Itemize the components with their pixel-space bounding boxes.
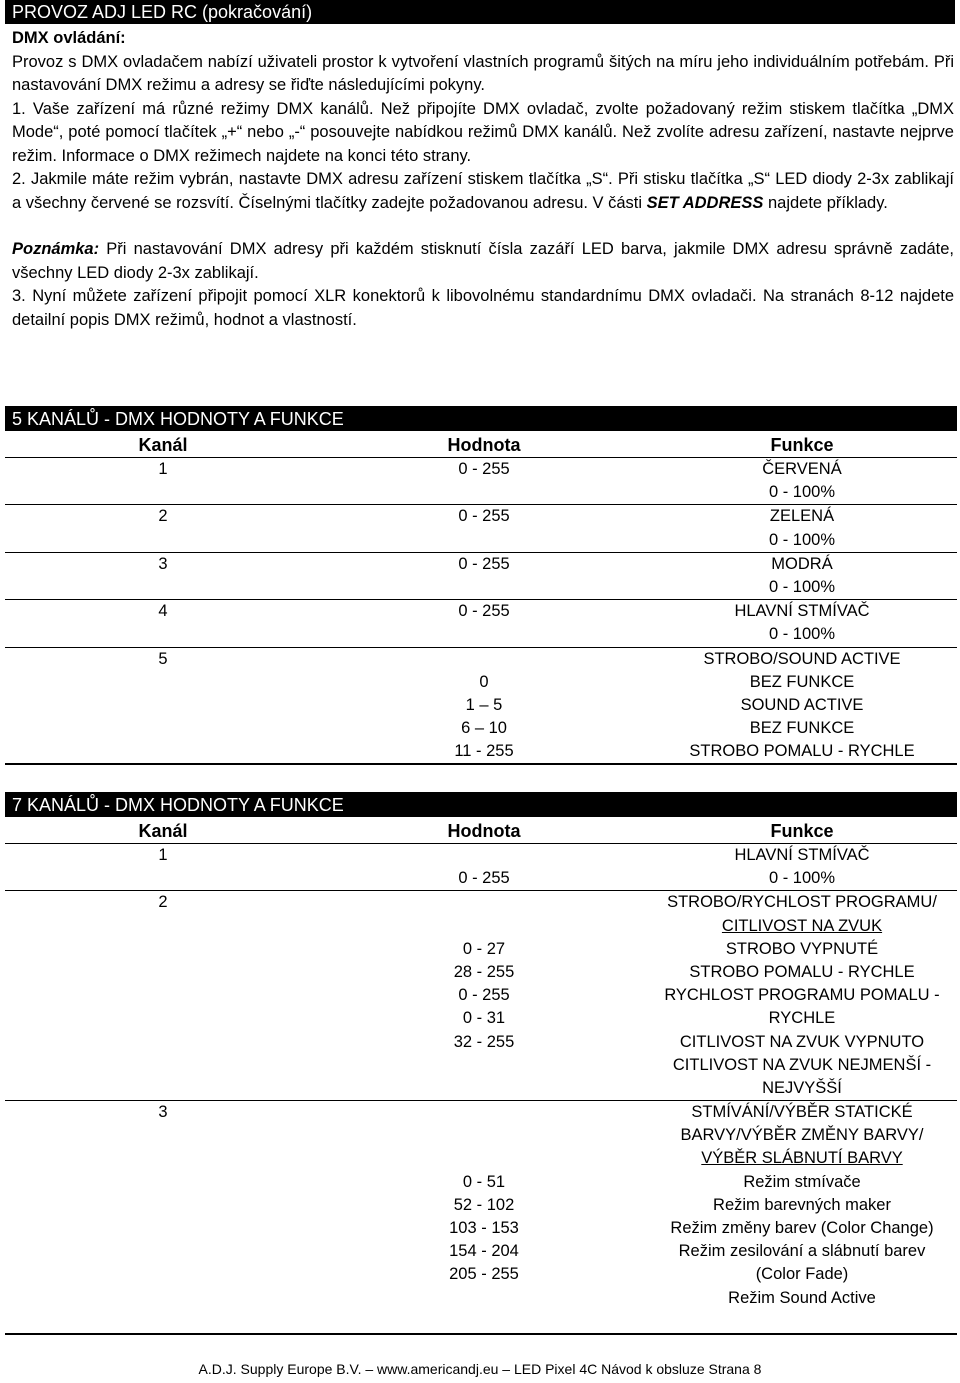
table-row	[5, 843, 957, 890]
col-funkce: Funkce	[770, 821, 834, 841]
function-cell	[647, 458, 957, 504]
table-row	[5, 599, 957, 646]
cell-line	[5, 1171, 321, 1194]
cell-line	[5, 915, 321, 938]
cell-line	[321, 623, 647, 646]
channel-cell	[5, 1101, 321, 1333]
cell-line	[5, 529, 321, 552]
channel-cell	[5, 553, 321, 599]
cell-line	[5, 1031, 321, 1054]
cell-line: 205 - 255	[449, 1265, 519, 1284]
cell-line	[5, 984, 321, 1007]
step-2-paragraph: 2. Jakmile máte režim vybrán, nastavte DMX adresu zařízení stiskem tlačítka „S“. Při stisku tlačítka „S“ LED diody 2-3x zablikají a všechny červené se rozsvítí. Číselnými tlačítky zadejte požadovanou adresu. V části SET ADDRESS najdete příklady.	[12, 170, 954, 212]
page-footer: A.D.J. Supply Europe B.V. – www.americandj.eu – LED Pixel 4C Návod k obsluze Strana 8	[198, 1361, 762, 1377]
table-body	[5, 457, 957, 763]
intro-section	[12, 27, 954, 332]
value-cell	[321, 891, 647, 1100]
cell-line: Režim Sound Active	[728, 1288, 876, 1307]
note-label: Poznámka:	[12, 240, 100, 258]
table-row	[5, 1100, 957, 1333]
cell-line: 0 - 255	[458, 554, 510, 573]
cell-line	[5, 717, 321, 740]
cell-line: 0 - 255	[458, 602, 510, 621]
cell-line: 1 – 5	[465, 695, 503, 714]
cell-line	[321, 576, 647, 599]
channel-cell	[5, 891, 321, 1100]
cell-line: BEZ FUNKCE	[749, 672, 855, 691]
cell-line	[5, 1077, 321, 1100]
cell-line	[5, 938, 321, 961]
cell-line: 6 – 10	[461, 719, 507, 738]
cell-line: CITLIVOST NA ZVUK NEJMENŠÍ -	[672, 1055, 932, 1074]
table-row	[5, 504, 957, 551]
cell-line: STROBO/SOUND ACTIVE	[703, 649, 901, 668]
function-cell	[647, 648, 957, 764]
value-cell	[321, 844, 647, 890]
col-hodnota: Hodnota	[447, 435, 521, 455]
col-kanal: Kanál	[138, 435, 188, 455]
table-row	[5, 890, 957, 1100]
cell-line: BEZ FUNKCE	[749, 719, 855, 738]
cell-line: 3	[158, 554, 168, 573]
cell-line	[5, 1217, 321, 1240]
value-cell	[321, 553, 647, 599]
cell-line: Režim stmívače	[743, 1172, 861, 1191]
cell-line: 0	[479, 672, 489, 691]
cell-line: STROBO POMALU - RYCHLE	[689, 962, 915, 981]
cell-line: 0 - 255	[458, 869, 510, 888]
cell-line	[5, 576, 321, 599]
set-address-ref: SET ADDRESS	[646, 193, 764, 212]
channel-cell	[5, 458, 321, 504]
table-header-row	[5, 817, 957, 843]
table-row	[5, 647, 957, 764]
cell-line	[5, 961, 321, 984]
function-cell	[647, 891, 957, 1100]
value-cell	[321, 1101, 647, 1333]
cell-line: 0 - 100%	[768, 869, 836, 888]
note-paragraph: Poznámka: Při nastavování DMX adresy při každém stisknutí čísla zazáří LED barva, jakmile DMX adresu správně zadáte, všechny LED diody 2-3x zablikají.	[12, 240, 954, 282]
table-row	[5, 552, 957, 599]
cell-line	[321, 1147, 647, 1170]
cell-line: 0 - 31	[462, 1009, 506, 1028]
cell-line: 0 - 100%	[768, 577, 836, 596]
function-cell	[647, 553, 957, 599]
channel-cell	[5, 505, 321, 551]
cell-line: STMÍVÁNÍ/VÝBĚR STATICKÉ	[691, 1103, 913, 1122]
table-7-channels	[5, 792, 957, 1335]
cell-line: STROBO VYPNUTÉ	[725, 939, 879, 958]
cell-line	[321, 1101, 647, 1124]
cell-line: 1	[158, 846, 168, 864]
cell-line	[5, 867, 321, 890]
cell-line: 4	[158, 602, 168, 621]
cell-line	[5, 694, 321, 717]
value-cell	[321, 600, 647, 646]
cell-line: 0 - 255	[458, 986, 510, 1005]
col-kanal: Kanál	[138, 821, 188, 841]
function-cell	[647, 844, 957, 890]
cell-line	[5, 481, 321, 504]
function-cell	[647, 600, 957, 646]
cell-line: 103 - 153	[449, 1219, 519, 1237]
cell-line: 2	[158, 507, 168, 526]
cell-line: RYCHLE	[768, 1009, 836, 1028]
cell-line	[5, 1240, 321, 1263]
cell-line: BARVY/VÝBĚR ZMĚNY BARVY/	[680, 1126, 924, 1145]
page-title: PROVOZ ADJ LED RC (pokračování)	[5, 0, 955, 24]
cell-line	[321, 891, 647, 914]
intro-paragraph: Provoz s DMX ovladačem nabízí uživateli prostor k vytvoření vlastních programů šitých na míru jeho individuálním potřebám. Při nastavování DMX režimu a adresy se řiďte následujícími pokyny.	[12, 52, 954, 94]
cell-line: 0 - 255	[458, 507, 510, 526]
function-cell	[647, 1101, 957, 1333]
channel-cell	[5, 844, 321, 890]
cell-line	[321, 648, 647, 671]
cell-line	[5, 1054, 321, 1077]
cell-line: 52 - 102	[453, 1195, 515, 1214]
value-cell	[321, 505, 647, 551]
section-heading: DMX ovládání:	[12, 29, 126, 47]
channel-cell	[5, 648, 321, 764]
table-5-channels	[5, 406, 957, 765]
cell-line	[5, 1310, 321, 1333]
table-row	[5, 457, 957, 504]
cell-line: Režim barevných maker	[713, 1195, 891, 1214]
table-header-row	[5, 431, 957, 457]
table-body	[5, 843, 957, 1333]
cell-line	[321, 529, 647, 552]
table-title: 5 KANÁLŮ - DMX HODNOTY A FUNKCE	[5, 408, 957, 431]
value-cell	[321, 458, 647, 504]
cell-line: 0 - 100%	[768, 625, 836, 644]
cell-line: HLAVNÍ STMÍVAČ	[734, 846, 870, 864]
cell-line	[321, 1077, 647, 1100]
cell-line: ČERVENÁ	[762, 460, 842, 478]
cell-line: 0 - 51	[462, 1172, 506, 1191]
cell-line: HLAVNÍ STMÍVAČ	[734, 602, 870, 621]
cell-line	[5, 671, 321, 694]
cell-line	[5, 740, 321, 763]
cell-line	[321, 844, 647, 867]
cell-line: 2	[158, 893, 168, 912]
cell-line: 0 - 100%	[768, 530, 836, 549]
cell-line: 28 - 255	[453, 962, 515, 981]
cell-line: 5	[158, 649, 168, 668]
cell-line: 0 - 100%	[768, 483, 836, 502]
channel-cell	[5, 600, 321, 646]
cell-line: 3	[158, 1103, 168, 1122]
cell-line: 0 - 255	[458, 460, 510, 478]
cell-line: STROBO/RYCHLOST PROGRAMU/	[667, 893, 937, 912]
cell-line: 11 - 255	[454, 742, 514, 761]
step-1-paragraph: 1. Vaše zařízení má různé režimy DMX kanálů. Než připojíte DMX ovladač, zvolte požadovaný režim stiskem tlačítka „DMX Mode“, poté pomocí tlačítek „+“ nebo „-“ posouvejte nabídkou režimů DMX kanálů. Než zvolíte adresu zařízení, nastavte nejprve režim. Informace o DMX režimech najdete na konci této strany.	[12, 99, 954, 165]
step-3-paragraph: 3. Nyní můžete zařízení připojit pomocí XLR konektorů k libovolnému standardnímu DMX ovladači. Na stranách 8-12 najdete detailní popis DMX režimů, hodnot a vlastností.	[12, 287, 954, 329]
cell-line: ZELENÁ	[769, 507, 835, 526]
cell-line	[5, 1124, 321, 1147]
cell-line: (Color Fade)	[755, 1265, 849, 1284]
cell-line: NEJVYŠŠÍ	[762, 1078, 842, 1097]
cell-line: RYCHLOST PROGRAMU POMALU -	[664, 986, 940, 1005]
cell-line	[321, 1310, 647, 1333]
cell-line	[5, 1287, 321, 1310]
cell-line	[5, 623, 321, 646]
cell-line	[321, 1054, 647, 1077]
table-title: 7 KANÁLŮ - DMX HODNOTY A FUNKCE	[5, 794, 957, 817]
col-hodnota: Hodnota	[447, 821, 521, 841]
cell-line: VÝBĚR SLÁBNUTÍ BARVY	[701, 1149, 903, 1168]
cell-line: 32 - 255	[453, 1032, 515, 1051]
cell-line: MODRÁ	[771, 554, 833, 573]
cell-line: SOUND ACTIVE	[740, 695, 864, 714]
cell-line: Režim změny barev (Color Change)	[670, 1219, 934, 1237]
cell-line	[5, 1147, 321, 1170]
cell-line	[5, 1263, 321, 1286]
cell-line	[321, 1124, 647, 1147]
cell-line	[5, 1194, 321, 1217]
cell-line: 1	[158, 460, 168, 478]
col-funkce: Funkce	[770, 435, 834, 455]
cell-line	[647, 1310, 957, 1333]
cell-line: Režim zesilování a slábnutí barev	[678, 1242, 926, 1261]
cell-line	[321, 1287, 647, 1310]
cell-line: CITLIVOST NA ZVUK VYPNUTO	[679, 1032, 925, 1051]
function-cell	[647, 505, 957, 551]
cell-line: 0 - 27	[462, 939, 506, 958]
cell-line: 154 - 204	[449, 1242, 519, 1261]
cell-line	[5, 1007, 321, 1030]
value-cell	[321, 648, 647, 764]
cell-line: STROBO POMALU - RYCHLE	[689, 742, 915, 761]
cell-line	[321, 915, 647, 938]
cell-line	[321, 481, 647, 504]
cell-line: CITLIVOST NA ZVUK	[721, 916, 883, 935]
